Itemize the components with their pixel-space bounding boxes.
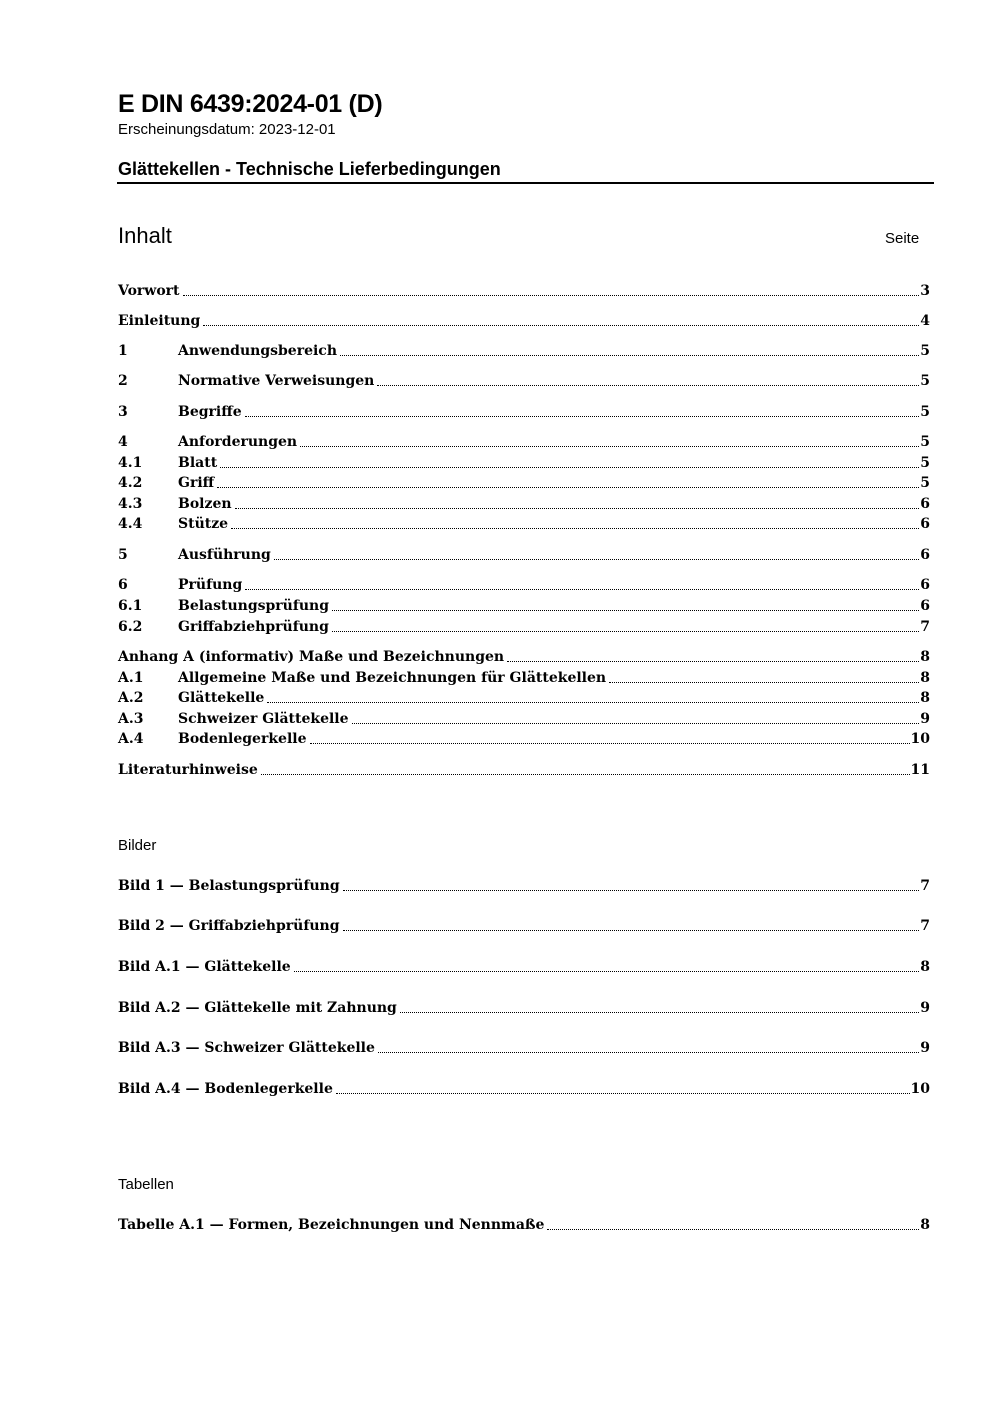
toc-entry-text: Schweizer Glättekelle <box>178 711 349 727</box>
figure-entry[interactable] <box>118 915 930 935</box>
toc-entry[interactable] <box>118 431 930 451</box>
document-title: Glättekellen - Technische Lieferbedingungen <box>118 159 501 179</box>
tables-heading: Tabellen <box>118 1176 174 1193</box>
publication-date: Erscheinungsdatum: 2023-12-01 <box>118 121 336 138</box>
toc-entry-page: 8 <box>920 670 930 686</box>
toc-entry-number: 4.3 <box>118 496 143 512</box>
toc-entry[interactable] <box>118 513 930 533</box>
toc-entry[interactable] <box>118 370 930 390</box>
toc-entry-number: A.3 <box>118 711 144 727</box>
toc-entry-text: Stütze <box>178 516 229 532</box>
toc-entry-number: 4.2 <box>118 475 143 491</box>
figure-entry-text: Bild 1 — Belastungsprüfung <box>118 878 340 894</box>
toc-entry-page: 6 <box>920 547 930 563</box>
toc-entry-number: 5 <box>118 547 128 563</box>
figure-entry-page: 7 <box>920 878 930 894</box>
figure-entry[interactable] <box>118 956 930 976</box>
toc-entry[interactable] <box>118 472 930 492</box>
toc-entry-page: 6 <box>920 516 930 532</box>
toc-entry-number: A.4 <box>118 731 144 747</box>
toc-entry-number: 6.2 <box>118 619 143 635</box>
toc-entry-page: 5 <box>920 343 930 359</box>
figure-entry[interactable] <box>118 1037 930 1057</box>
toc-entry[interactable] <box>118 452 930 472</box>
figure-entry[interactable] <box>118 1078 930 1098</box>
toc-entry[interactable] <box>118 595 930 615</box>
toc-entry[interactable] <box>118 340 930 360</box>
figure-entry-page: 8 <box>920 959 930 975</box>
toc-entry-page: 5 <box>920 475 930 491</box>
toc-entry-text: Einleitung <box>118 313 201 329</box>
toc-entry-page: 9 <box>920 711 930 727</box>
toc-entry-page: 5 <box>920 404 930 420</box>
toc-entry[interactable] <box>118 401 930 421</box>
toc-entry[interactable] <box>118 544 930 564</box>
toc-entry[interactable] <box>118 616 930 636</box>
table-entry-page: 8 <box>920 1217 930 1233</box>
toc-entry-text: Griff <box>178 475 215 491</box>
figure-entry-page: 10 <box>910 1081 930 1097</box>
figure-entry-text: Bild A.2 — Glättekelle mit Zahnung <box>118 1000 397 1016</box>
title-rule <box>117 182 934 184</box>
toc-entry-page: 8 <box>920 649 930 665</box>
toc-entry-number: 4.1 <box>118 455 143 471</box>
toc-entry-text: Griffabziehprüfung <box>178 619 329 635</box>
toc-entry-text: Allgemeine Maße und Bezeichnungen für Glättekellen <box>178 670 607 686</box>
toc-entry-number: 4.4 <box>118 516 143 532</box>
table-entry-text: Tabelle A.1 — Formen, Bezeichnungen und Nennmaße <box>118 1217 545 1233</box>
toc-entry[interactable] <box>118 728 930 748</box>
toc-entry-page: 8 <box>920 690 930 706</box>
toc-entry-page: 6 <box>920 598 930 614</box>
toc-entry[interactable] <box>118 493 930 513</box>
toc-entry-text: Glättekelle <box>178 690 265 706</box>
toc-entry[interactable] <box>118 280 930 300</box>
toc-entry-page: 5 <box>920 434 930 450</box>
toc-entry[interactable] <box>118 574 930 594</box>
toc-entry-number: A.1 <box>118 670 144 686</box>
figure-entry[interactable] <box>118 875 930 895</box>
toc-entry-page: 11 <box>910 762 930 778</box>
toc-entry[interactable] <box>118 310 930 330</box>
toc-entry-page: 5 <box>920 373 930 389</box>
figure-entry-page: 9 <box>920 1040 930 1056</box>
toc-entry-page: 7 <box>920 619 930 635</box>
toc-entry-page: 4 <box>920 313 930 329</box>
toc-entry-number: 4 <box>118 434 128 450</box>
toc-entry-page: 10 <box>910 731 930 747</box>
table-entry[interactable] <box>118 1214 930 1234</box>
toc-entry[interactable] <box>118 759 930 779</box>
toc-entry-number: 2 <box>118 373 128 389</box>
toc-entry-text: Vorwort <box>118 283 180 299</box>
figure-entry-text: Bild A.4 — Bodenlegerkelle <box>118 1081 333 1097</box>
toc-entry[interactable] <box>118 708 930 728</box>
figures-heading: Bilder <box>118 837 157 854</box>
figure-entry-text: Bild A.3 — Schweizer Glättekelle <box>118 1040 375 1056</box>
document-id: E DIN 6439:2024-01 (D) <box>118 90 383 118</box>
toc-entry-page: 6 <box>920 496 930 512</box>
toc-entry-text: Bolzen <box>178 496 232 512</box>
toc-entry-text: Anwendungsbereich <box>178 343 337 359</box>
figure-entry-page: 7 <box>920 918 930 934</box>
toc-entry-number: 6 <box>118 577 128 593</box>
toc-entry-page: 3 <box>920 283 930 299</box>
toc-entry-number: 3 <box>118 404 128 420</box>
toc-entry-text: Anforderungen <box>178 434 298 450</box>
toc-entry[interactable] <box>118 667 930 687</box>
toc-entry-text: Blatt <box>178 455 218 471</box>
toc-entry-page: 6 <box>920 577 930 593</box>
toc-entry-text: Begriffe <box>178 404 242 420</box>
toc-entry-text: Bodenlegerkelle <box>178 731 307 747</box>
figure-entry[interactable] <box>118 997 930 1017</box>
toc-entry[interactable] <box>118 646 930 666</box>
toc-entry-number: 1 <box>118 343 128 359</box>
toc-entry-text: Anhang A (informativ) Maße und Bezeichnungen <box>118 649 505 665</box>
toc-entry-number: 6.1 <box>118 598 143 614</box>
toc-entry-text: Literaturhinweise <box>118 762 258 778</box>
toc-entry-number: A.2 <box>118 690 144 706</box>
toc-heading: Inhalt <box>118 223 172 248</box>
figure-entry-text: Bild A.1 — Glättekelle <box>118 959 291 975</box>
toc-entry-text: Ausführung <box>178 547 271 563</box>
toc-entry-text: Belastungsprüfung <box>178 598 330 614</box>
toc-entry-text: Prüfung <box>178 577 243 593</box>
toc-entry-page: 5 <box>920 455 930 471</box>
figure-entry-text: Bild 2 — Griffabziehprüfung <box>118 918 340 934</box>
figure-entry-page: 9 <box>920 1000 930 1016</box>
page-column-label: Seite <box>885 230 920 247</box>
toc-entry[interactable] <box>118 687 930 707</box>
toc-entry-text: Normative Verweisungen <box>178 373 375 389</box>
